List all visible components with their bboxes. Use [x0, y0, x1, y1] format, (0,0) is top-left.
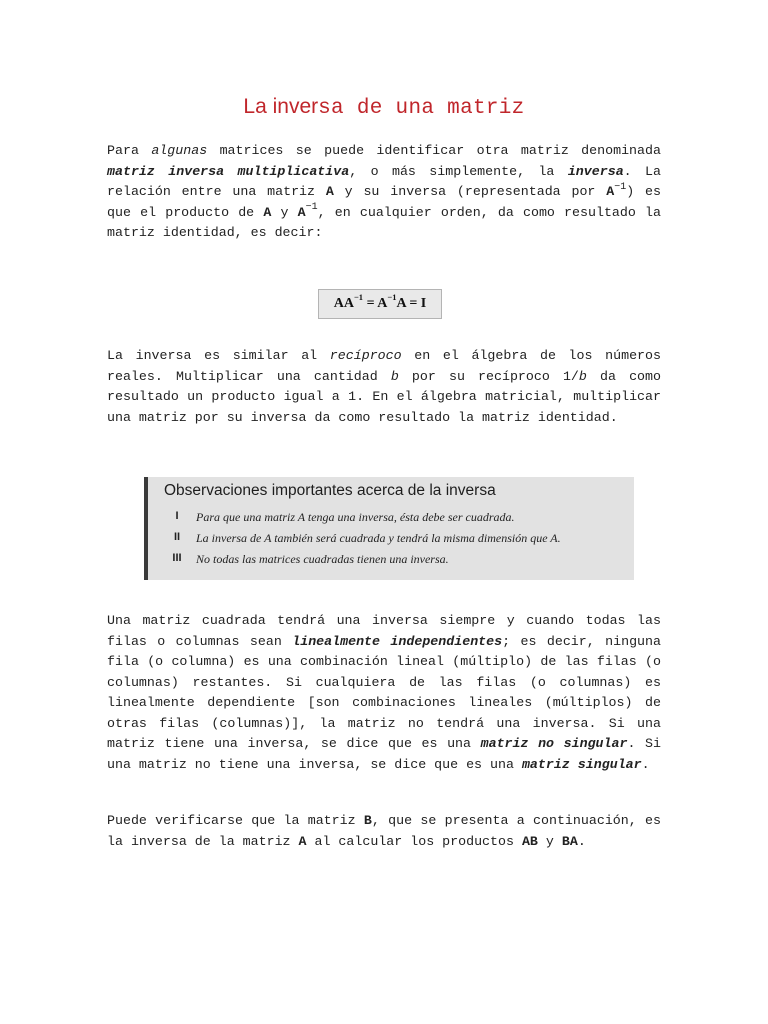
title-part-1: La inver	[243, 95, 319, 118]
exponent-minus-one: −1	[614, 181, 627, 193]
eq-a-equals-i: A = I	[396, 296, 427, 311]
observation-text: Para que una matriz A tenga una inversa, ésta debe ser cuadrada.	[196, 510, 515, 524]
p4-text: al calcular los productos	[306, 833, 522, 849]
term-matriz-no-singular: matriz no singular	[480, 736, 628, 751]
matrix-a: A	[297, 204, 306, 220]
matrix-b: B	[363, 813, 372, 828]
p2-text: La inversa es similar al	[107, 348, 330, 363]
paragraph-verify	[107, 811, 661, 852]
page-title	[107, 92, 661, 123]
matrix-a: A	[606, 184, 615, 199]
observations-box	[144, 477, 634, 580]
p1-text: , en cualquier orden, da como resultado la matriz identidad, es decir:	[107, 204, 661, 240]
p1-text: y su inversa (representada por	[333, 184, 607, 199]
title-part-2: sa de una matriz	[318, 97, 525, 120]
observation-text: La inversa de A también será cuadrada y tendrá la misma dimensión que A.	[196, 531, 561, 545]
p3-text: . Si una matriz no tiene una inversa, se dice que es una	[107, 736, 661, 772]
inverse-equation-image	[318, 289, 442, 319]
eq-exponent: −1	[353, 292, 364, 303]
term-matriz-inversa-multiplicativa: matriz inversa multiplicativa	[107, 163, 350, 179]
paragraph-reciprocal	[107, 346, 661, 428]
exponent-minus-one: −1	[305, 202, 318, 214]
product-ba: BA	[561, 833, 578, 849]
observation-item	[144, 552, 634, 572]
variable-b: b	[390, 368, 399, 384]
product-ab: AB	[521, 833, 538, 849]
eq-aa: AA	[333, 296, 354, 311]
observation-number: I	[175, 510, 179, 522]
term-linealmente-independientes: linealmente independientes	[292, 633, 503, 649]
eq-exponent: −1	[387, 292, 397, 303]
p4-text: Puede verificarse que la matriz	[107, 813, 364, 828]
term-reciproco: recíproco	[329, 348, 402, 363]
p1-text: y	[271, 204, 298, 220]
observations-heading: Observaciones importantes acerca de la inversa	[164, 482, 496, 499]
p1-text: ) es que el producto de	[107, 184, 661, 220]
p4-text: , que se presenta a continuación, es la inversa de la matriz	[107, 813, 661, 849]
paragraph-intro	[107, 141, 661, 244]
p4-text: y	[537, 833, 562, 849]
p4-text: .	[577, 833, 586, 849]
eq-equals-a: = A	[363, 296, 388, 311]
p2-text: da como resultado un producto igual a 1. En el álgebra matricial, multiplicar una matriz por su inversa da como resultado la matriz identidad.	[107, 368, 661, 425]
observation-number: III	[172, 552, 182, 564]
p3-text: ; es decir, ninguna fila (o columna) es una combinación lineal (múltiplo) de las filas (o columnas) restantes. Si cualquiera de las filas (o columnas) es linealmente dependiente [son combinaciones lineales (múltiplos) de otras filas (columnas)], la matriz no tendrá una inversa. Si una matriz tiene una inversa, se dice que es una	[107, 633, 661, 751]
p1-text: , o más simplemente, la	[349, 163, 568, 179]
matrix-a: A	[298, 833, 307, 849]
p3-text: Una matriz cuadrada tendrá una inversa siempre y cuando todas las filas o columnas sean	[107, 613, 661, 649]
variable-b: b	[578, 368, 587, 384]
p1-text: Para	[107, 143, 152, 158]
term-matriz-singular: matriz singular	[521, 756, 642, 772]
p2-text: en el álgebra de los números reales. Multiplicar una cantidad	[107, 348, 661, 384]
paragraph-singular	[107, 611, 661, 775]
p2-text: por su recíproco 1/	[398, 368, 579, 384]
p1-text: . La relación entre una matriz	[107, 163, 662, 199]
observation-item	[144, 531, 634, 551]
p3-text: .	[641, 756, 650, 772]
term-inversa: inversa	[567, 163, 624, 179]
matrix-a: A	[263, 204, 272, 220]
matrix-a: A	[325, 184, 334, 199]
observation-item	[144, 510, 634, 530]
observation-number: II	[173, 531, 181, 543]
observation-text: No todas las matrices cuadradas tienen una inversa.	[196, 552, 449, 566]
p1-italic-algunas: algunas	[151, 143, 208, 158]
p1-text: matrices se puede identificar otra matriz denominada	[207, 143, 661, 158]
